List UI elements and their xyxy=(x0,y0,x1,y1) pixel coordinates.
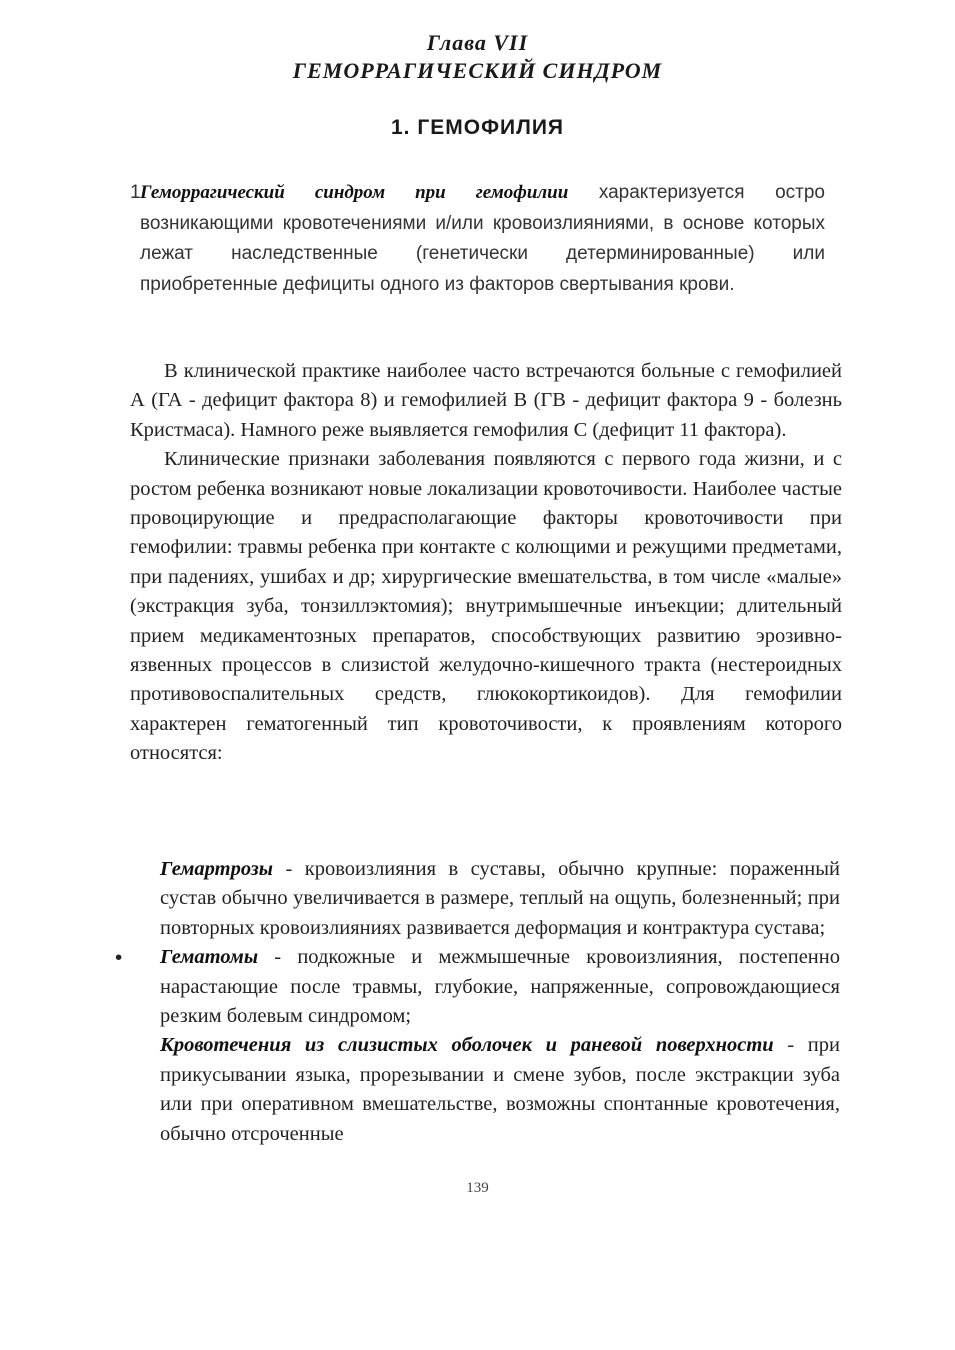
page-number: 139 xyxy=(466,1180,489,1196)
list-item-term: Гематомы xyxy=(160,946,259,969)
intro-marker: 1 xyxy=(130,182,141,203)
list-item-text: - кровоизлияния в суставы, обычно крупные: пораженный сустав обычно увеличивается в размере, теплый на ощупь, болезненный; при повторных кровоизлияниях развивается деформация и контрактура сустава; xyxy=(160,858,840,939)
body-text xyxy=(130,357,842,769)
bullet-icon: • xyxy=(115,946,123,970)
list-item-text: - при прикусывании языка, прорезывании и смене зубов, после экстракции зуба или при оперативном вмешательстве, возможны спонтанные кровотечения, обычно отсроченные xyxy=(160,1034,840,1145)
symptom-list xyxy=(115,855,840,1149)
intro-paragraph xyxy=(130,178,825,300)
section-title: 1. ГЕМОФИЛИЯ xyxy=(390,116,565,139)
chapter-number: Глава VII xyxy=(426,30,529,55)
list-item xyxy=(115,943,840,1031)
list-item-text: - подкожные и межмышечные кровоизлияния, постепенно нарастающие после травмы, глубокие, напряженные, сопровождающиеся резким болевым синдромом; xyxy=(160,946,840,1028)
list-item xyxy=(160,855,840,943)
paragraph: Клинические признаки заболевания появляются с первого года жизни, и с ростом ребенка возникают новые локализации кровоточивости. Наиболее частые провоцирующие и предрасполагающие факторы кровоточивости при гемофилии: травмы ребенка при контакте с колющими и режущими предметами, при падениях, ушибах и др; хирургические вмешательства, в том числе «малые» (экстракция зуба, тонзиллэктомия); внутримышечные инъекции; длительный прием медикаментозных препаратов, способствующих развитию эрозивно-язвенных процессов в слизистой желудочно-кишечного тракта (нестероидных противовоспалительных средств, глюкокортикоидов). Для гемофилии характерен гематогенный тип кровоточивости, к проявлениям которого относятся: xyxy=(130,448,842,765)
list-item xyxy=(160,1031,840,1149)
list-item-term: Гемартрозы xyxy=(160,858,274,880)
intro-lead-term: Геморрагический синдром при гемофилии xyxy=(140,182,569,203)
paragraph: В клинической практике наиболее часто встречаются больные с гемофилией А (ГА - дефицит фактора 8) и гемофилией В (ГВ - дефицит фактора 9 - болезнь Кристмаса). Намного реже выявляется гемофилия С (дефицит 11 фактора). xyxy=(130,360,842,441)
chapter-title: ГЕМОРРАГИЧЕСКИЙ СИНДРОМ xyxy=(292,58,663,83)
list-item-term: Кровотечения из слизистых оболочек и раневой поверхности xyxy=(160,1034,774,1057)
intro-text: характеризуется остро возникающими кровотечениями и/или кровоизлияниями, в основе которых лежат наследственные (генетически детерминированные) или приобретенные дефициты одного из факторов свертывания крови. xyxy=(140,182,825,295)
